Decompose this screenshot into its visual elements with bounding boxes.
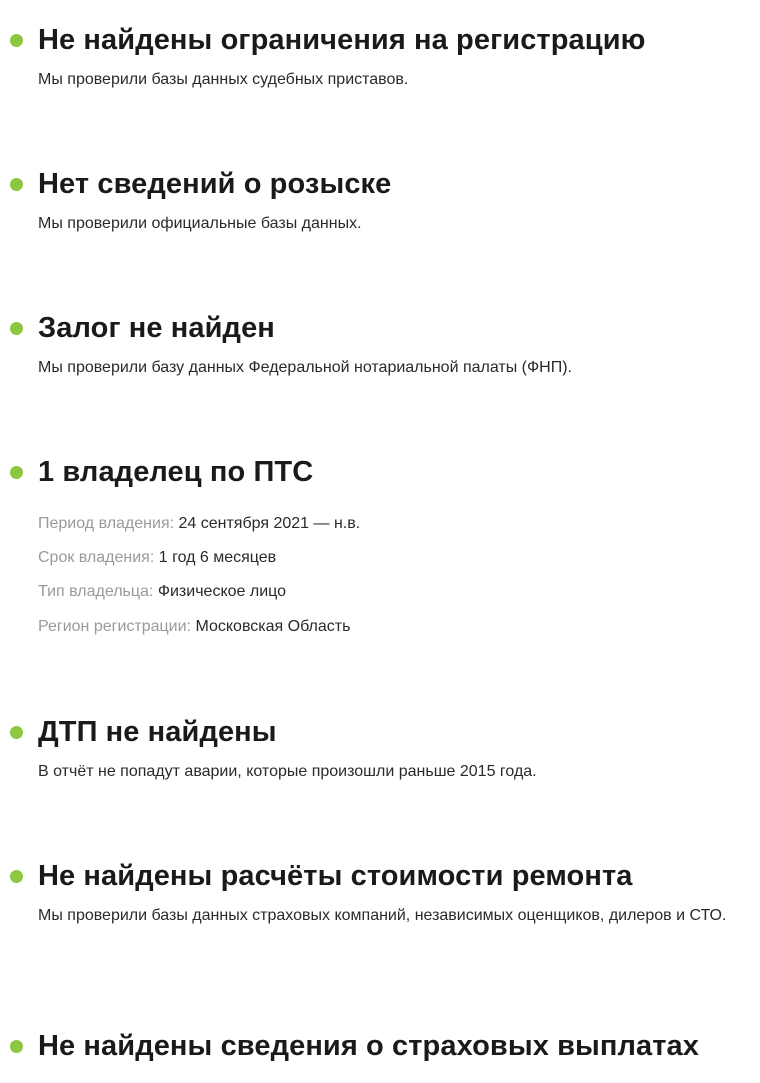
status-dot-icon <box>10 1040 23 1053</box>
section-title: ДТП не найдены <box>38 716 277 748</box>
ownership-period <box>38 513 360 535</box>
section-title: Не найдены расчёты стоимости ремонта <box>38 860 633 892</box>
status-dot-icon <box>10 322 23 335</box>
detail-label: Тип владельца: <box>38 583 154 600</box>
section-title: Залог не найден <box>38 312 275 344</box>
detail-label: Срок владения: <box>38 549 155 566</box>
section-description: Мы проверили базу данных Федеральной нотариальной палаты (ФНП). <box>38 359 572 376</box>
detail-value: 1 год 6 месяцев <box>158 549 277 566</box>
detail-value: 24 сентября 2021 — н.в. <box>178 515 361 532</box>
section-title: Нет сведений о розыске <box>38 168 392 200</box>
detail-label: Период владения: <box>38 515 175 532</box>
owner-type <box>38 581 286 603</box>
status-dot-icon <box>10 178 23 191</box>
section-description: Мы проверили базы данных страховых компаний, независимых оценщиков, дилеров и СТО. <box>38 907 727 924</box>
detail-value: Московская Область <box>195 618 351 635</box>
section-description: Мы проверили официальные базы данных. <box>38 215 362 232</box>
section-title: Не найдены сведения о страховых выплатах <box>38 1030 700 1062</box>
section-description: Мы проверили базы данных судебных приставов. <box>38 71 409 88</box>
detail-value: Физическое лицо <box>157 583 287 600</box>
section-description: В отчёт не попадут аварии, которые произошли раньше 2015 года. <box>38 763 537 780</box>
status-dot-icon <box>10 34 23 47</box>
status-dot-icon <box>10 870 23 883</box>
status-dot-icon <box>10 466 23 479</box>
status-dot-icon <box>10 726 23 739</box>
detail-label: Регион регистрации: <box>38 618 191 635</box>
registration-region <box>38 616 350 638</box>
ownership-duration <box>38 547 276 569</box>
section-title: Не найдены ограничения на регистрацию <box>38 24 646 56</box>
section-title: 1 владелец по ПТС <box>38 456 314 488</box>
